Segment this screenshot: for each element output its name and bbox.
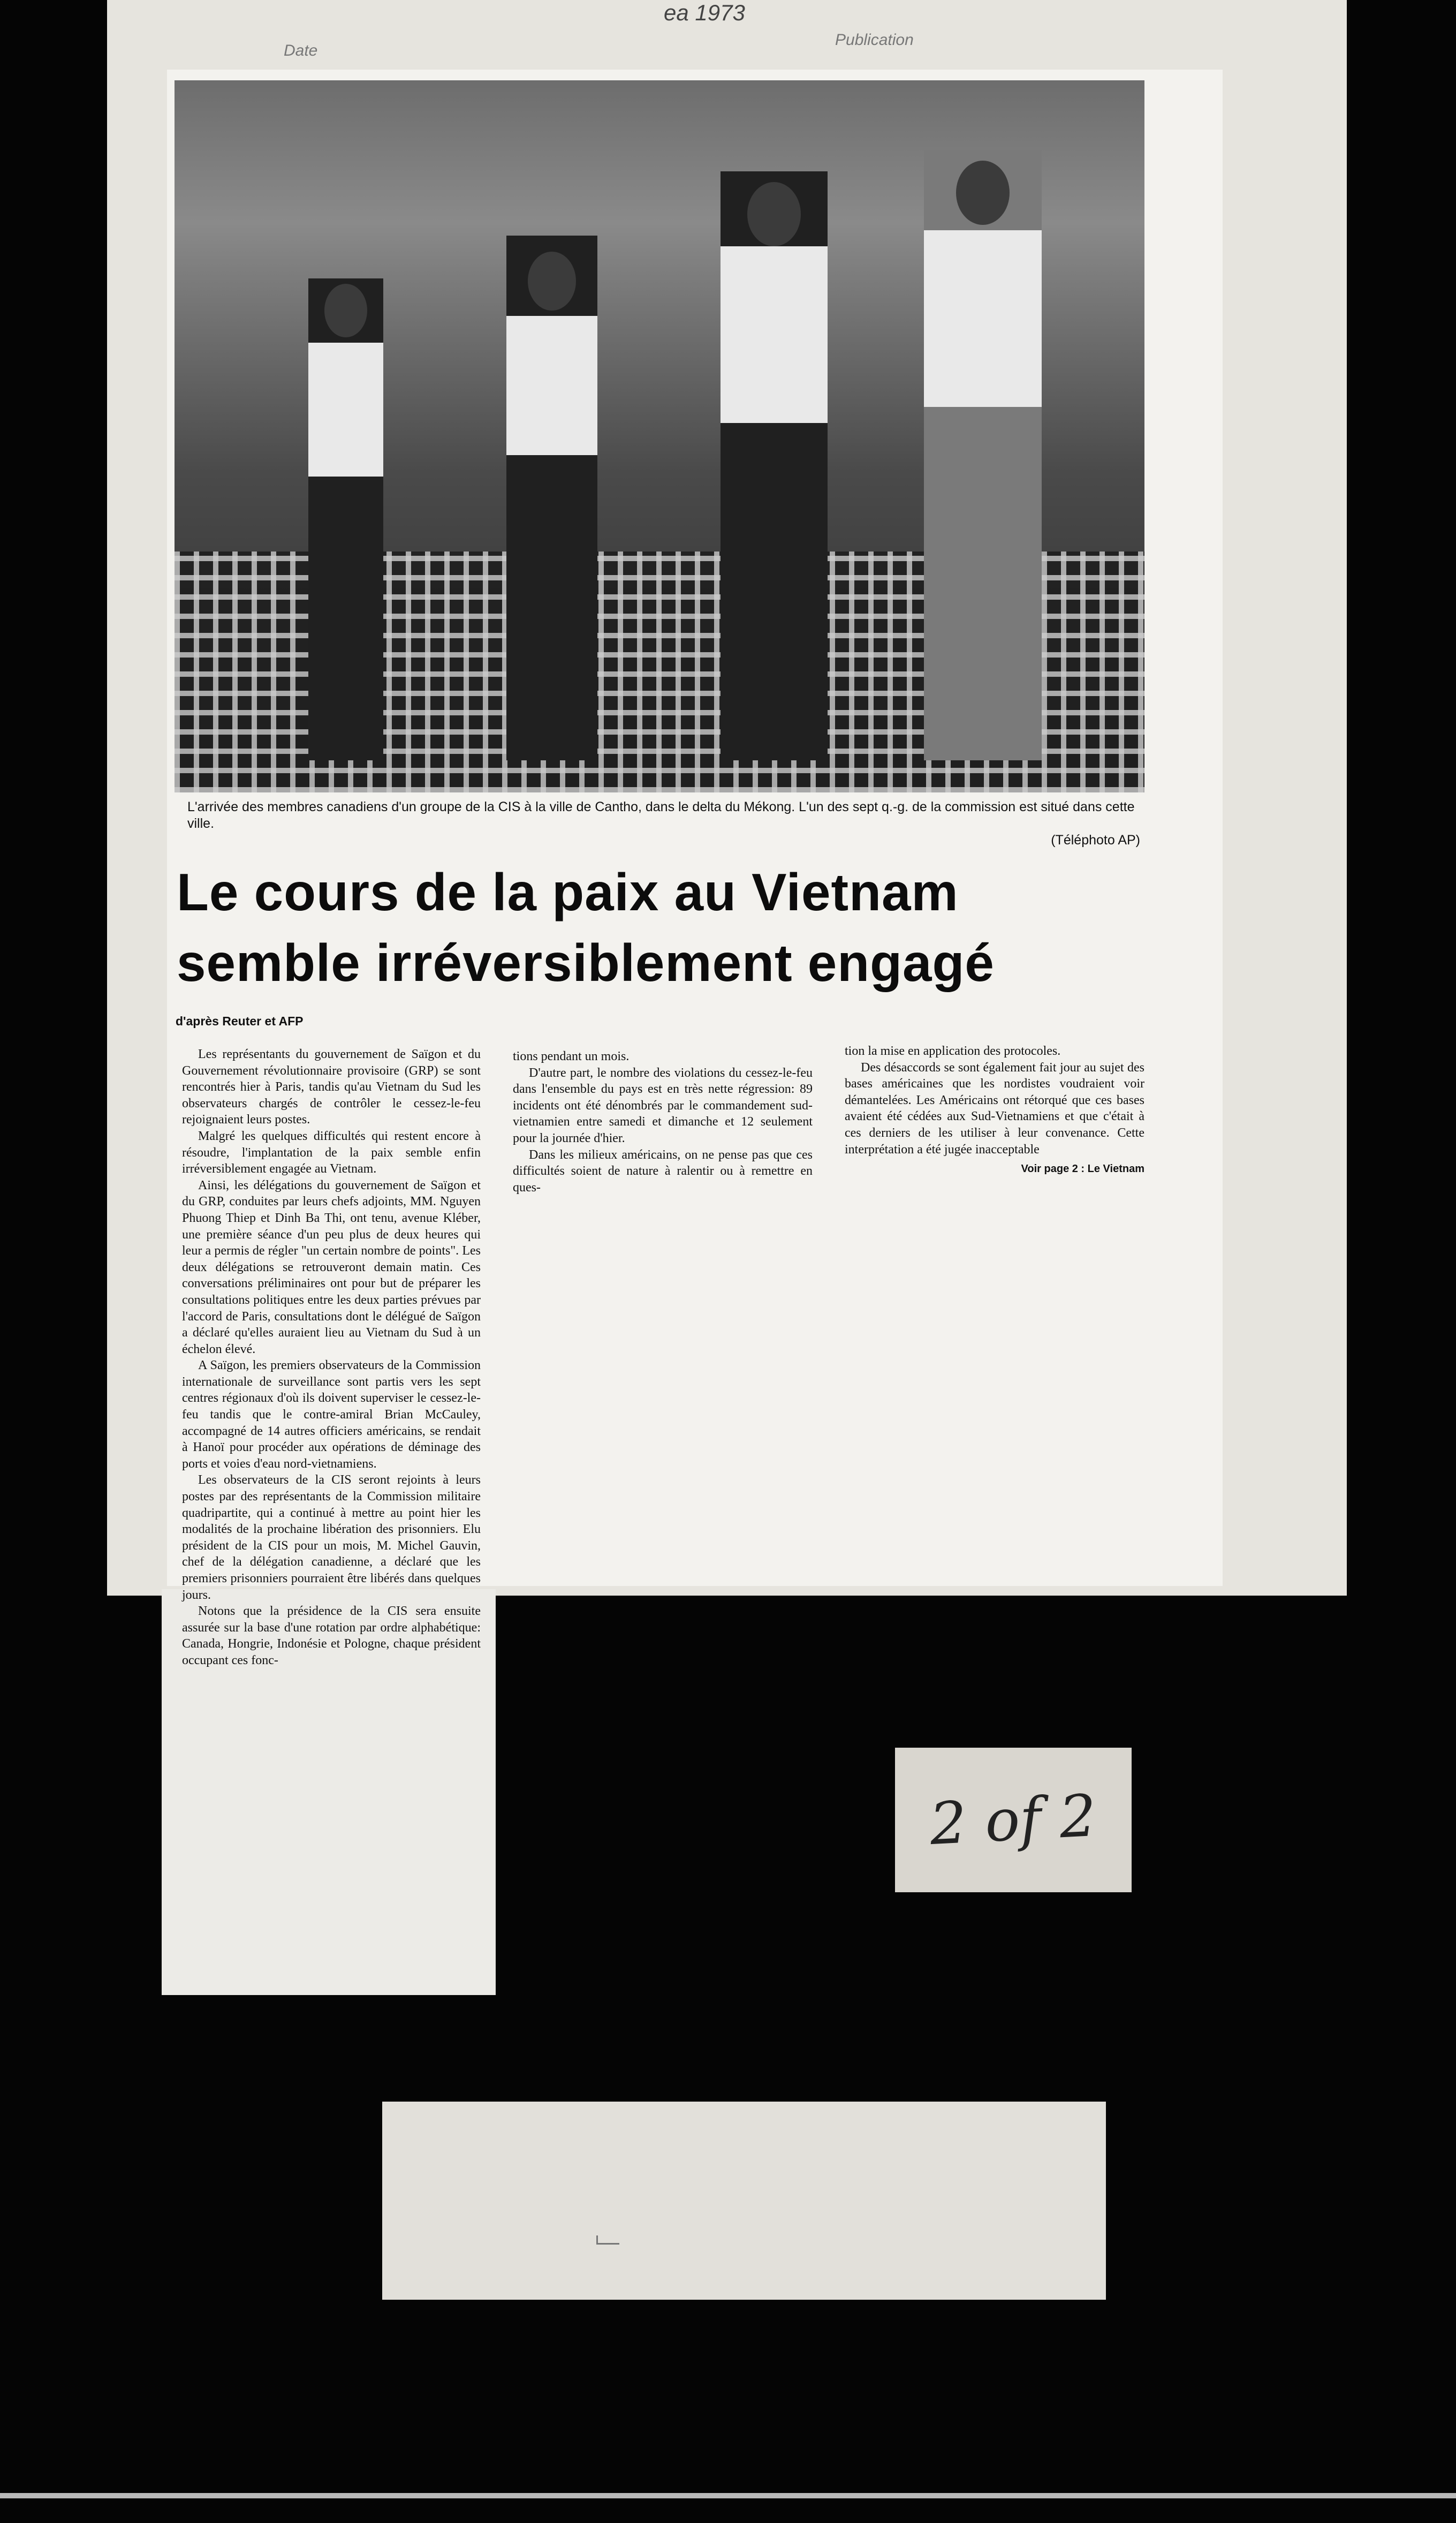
- headline-line-2: semble irréversiblement engagé: [177, 933, 995, 992]
- photo-figure: [308, 278, 383, 760]
- paragraph: tions pendant un mois.: [513, 1049, 630, 1063]
- continued-reference: Voir page 2 : Le Vietnam: [1021, 1163, 1144, 1175]
- blank-card: [382, 2102, 1106, 2300]
- page-number-label: 2 of 2: [928, 1782, 1098, 1858]
- header-stamp: ea 1973: [664, 0, 745, 25]
- page-number-note: [895, 1748, 1132, 1892]
- article-byline: d'après Reuter et AFP: [176, 1014, 304, 1028]
- photo-figure: [721, 171, 828, 760]
- article-column-1: [182, 1046, 481, 1669]
- pencil-mark: [596, 2235, 619, 2245]
- paragraph: Notons que la présidence de la CIS sera ensuite assurée sur la base d'une rotation par ordre alphabétique: Canada, Hongrie, Indonésie et Pologne, chaque président occupant ces fonc-: [182, 1604, 481, 1667]
- photo-credit: (Téléphoto AP): [1051, 833, 1140, 848]
- photo-figure: [506, 236, 597, 760]
- film-edge-strip: [0, 2493, 1456, 2498]
- publication-label: Publication: [835, 31, 914, 49]
- date-label: Date: [284, 42, 318, 59]
- paragraph: A Saïgon, les premiers observateurs de la Commission internationale de surveillance sont partis vers les sept centres régionaux d'où ils doivent superviser le cessez-le-feu tandis que le contre-amiral Brian McCauley, accompagné de 14 autres officiers américains, se rendait à Hanoï pour procéder aux opérations de déminage des ports et voies d'eau nord-vietnamiens.: [182, 1358, 481, 1471]
- paragraph: Malgré les quelques difficultés qui restent encore à résoudre, l'implantation de la paix semble enfin irréversiblement engagée au Vietnam.: [182, 1129, 481, 1176]
- photo-figure: [924, 150, 1042, 760]
- paragraph: D'autre part, le nombre des violations du cessez-le-feu dans l'ensemble du pays est en très nette régression: 89 incidents ont été dénombrés par le commandement sud-vietnamien entre samedi et dimanche et 12 seulement pour la journée d'hier.: [513, 1066, 813, 1145]
- paragraph: Ainsi, les délégations du gouvernement de Saïgon et du GRP, conduites par leurs chefs adjoints, MM. Nguyen Phuong Thiep et Dinh Ba Thi, ont tenu, avenue Kléber, une première séance d'un peu plus de deux heures qui leur a permis de régler "un certain nombre de points". Les deux délégations se retrouveront demain matin. Ces conversations préliminaires ont pour but de préparer les consultations politiques entre les deux parties prévues par l'accord de Paris, consultations dont le délégué de Saïgon a déclaré qu'elles auraient lieu au Vietnam du Sud à un échelon élevé.: [182, 1178, 481, 1356]
- paragraph: Dans les milieux américains, on ne pense pas que ces difficultés soient de nature à ralentir ou à remettre en ques-: [513, 1147, 813, 1195]
- photo-caption: [187, 799, 1140, 849]
- paragraph: Les observateurs de la CIS seront rejoints à leurs postes par des représentants de la Commission militaire quadripartite, qui a continué à mettre au point hier les modalités de la prochaine libération des prisonniers. Elu président de la CIS pour un mois, M. Michel Gauvin, chef de la délégation canadienne, a déclaré que les premiers prisonniers pourraient être libérés dans quelques jours.: [182, 1473, 481, 1602]
- article-column-3: [845, 1043, 1144, 1177]
- paragraph: tion la mise en application des protocoles.: [845, 1044, 1061, 1058]
- paragraph: Les représentants du gouvernement de Saïgon et du Gouvernement révolutionnaire provisoire (GRP) se sont rencontrés hier à Paris, tandis qu'au Vietnam du Sud les observateurs chargés de contrôler le cessez-le-feu rejoignaient leurs postes.: [182, 1047, 481, 1127]
- article-column-2: [513, 1048, 813, 1196]
- headline-line-1: Le cours de la paix au Vietnam: [177, 863, 959, 921]
- caption-text: L'arrivée des membres canadiens d'un groupe de la CIS à la ville de Cantho, dans le delta du Mékong. L'un des sept q.-g. de la commission est situé dans cette ville.: [187, 799, 1135, 831]
- paragraph: Des désaccords se sont également fait jour au sujet des bases américaines que les nordistes voudraient voir démantelées. Les Américains ont rétorqué que ces bases avaient été cédées aux Sud-Vietnamiens et que c'était à ces derniers de les utiliser à leur convenance. Cette interprétation a été jugée inacceptable: [845, 1060, 1144, 1157]
- article-headline: [177, 857, 1220, 998]
- news-photo: [175, 80, 1144, 792]
